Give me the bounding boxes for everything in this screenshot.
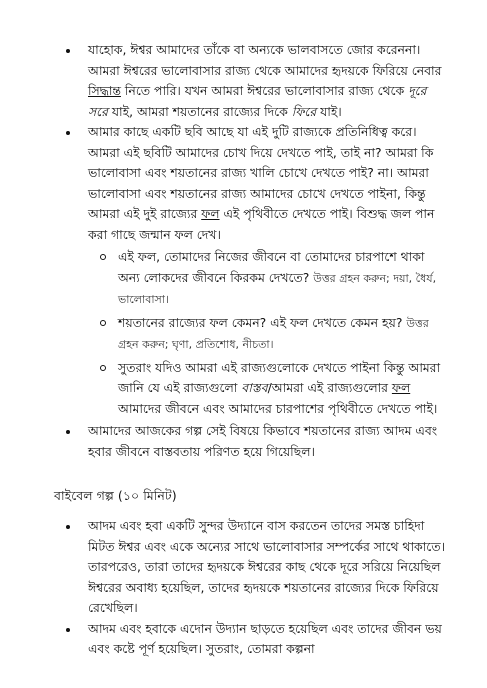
section-heading: বাইবেল গল্প (১০ মিনিট) xyxy=(54,488,177,503)
bullet-circle-icon xyxy=(100,254,106,260)
paragraph-text: আমাদের আজকের গল্প সেই বিষয়ে কিভাবে শয়তানের রাজ্য আদম এবং হবার জীবনে বাস্তবতায় পরিণত হয়ে গিয়েছিল। xyxy=(88,423,438,459)
italic-text: বাস্তব xyxy=(241,380,268,395)
answer-text: উত্তর গ্রহন করুন; ঘৃণা, প্রতিশোধ, নীচতা। xyxy=(118,316,429,351)
bullet-list-story xyxy=(58,516,447,660)
paragraph-text: আদম এবং হবা একটি সুন্দর উদ্যানে বাস করতেন তাদের সমস্ত চাহিদা মিটত ঈশ্বর এবং একে অন্যের সাথে ভালোবাসার সম্পর্কের সাথে থাকাতে। তারপরেও, তারা তাদের হৃদয়কে ঈশ্বরের কাছ থেকে দূরে সরিয়ে নিয়েছিল ঈশ্বরের অবাধ্য হয়েছিল, তাদের হৃদয়কে শয়তানের রাজ্যের দিকে ফিরিয়ে রেখেছিল। xyxy=(88,518,446,615)
list-item xyxy=(58,421,447,462)
paragraph-text: এই পৃথিবীতে দেখতে পাই। বিশুদ্ধ জল পান করা গাছে জন্মান ফল দেখ। xyxy=(88,206,435,242)
list-item xyxy=(58,516,447,619)
question-text: এই ফল, তোমাদের নিজের জীবনে বা তোমাদের চারপাশে থাকা অন্য লোকদের জীবনে কিরকম দেখতে? xyxy=(118,249,425,285)
underlined-text: সিদ্ধান্ত xyxy=(88,83,121,98)
list-item xyxy=(58,122,447,419)
answer-text: উত্তর গ্রহন করুন; দয়া, ধৈর্য, ভালোবাসা। xyxy=(118,271,437,306)
bullet-dot-icon xyxy=(66,525,70,529)
bullet-circle-icon xyxy=(100,365,106,371)
paragraph-text: /আমরা এই রাজ্যগুলোর xyxy=(267,380,392,395)
underlined-text: ফল xyxy=(391,380,411,395)
sub-list-item xyxy=(88,247,447,311)
paragraph-text: নিতে পারি। যখন আমরা ঈশ্বরের ভালোবাসার রাজ্য থেকে xyxy=(120,83,409,98)
paragraph-text: সুতরাং যদিও আমরা এই রাজ্যগুলোকে দেখতে পাইনা কিন্তু আমরা জানি যে এই রাজ্যগুলো xyxy=(118,359,441,395)
paragraph-text: আমার কাছে একটি ছবি আছে যা এই দুটি রাজ্যকে প্রতিনিধিত্ব করে। আমরা এই ছবিটি আমাদের চোখ দিয়ে দেখতে পাই, তাই না? আমরা কি ভালোবাসা এবং শয়তানের রাজ্য খালি চোখে দেখতে পাই? না। আমরা ভালোবাসা এবং শয়তানের রাজ্য আমাদের চোখে দেখতে পাইনা, কিন্তু আমরা এই দুই রাজ্যের xyxy=(88,124,434,221)
bullet-dot-icon xyxy=(66,131,70,135)
paragraph-text: যাই, আমরা শয়তানের রাজ্যের দিকে xyxy=(107,103,292,119)
list-item xyxy=(58,619,447,660)
paragraph-text: আমাদের জীবনে এবং আমাদের চারপাশের পৃথিবীতে দেখতে পাই। xyxy=(118,400,438,416)
underlined-text: ফল xyxy=(201,206,220,221)
paragraph-text: যাই। xyxy=(316,103,342,119)
sub-list xyxy=(88,247,447,419)
list-item xyxy=(58,40,447,122)
italic-text: দূরে সরে xyxy=(88,83,427,119)
sub-list-item xyxy=(88,358,447,420)
question-text: শয়তানের রাজ্যের ফল কেমন? এই ফল দেখতে কেমন হয়? xyxy=(118,314,407,330)
bullet-list-top xyxy=(58,40,447,462)
italic-text: ফিরে xyxy=(291,103,317,119)
bullet-dot-icon xyxy=(66,49,70,53)
bullet-dot-icon xyxy=(66,430,70,434)
paragraph-text: আদম এবং হবাকে এদোন উদ্যান ছাড়তে হয়েছিল এবং তাদের জীবন ভয় এবং কষ্টে পূর্ণ হয়েছিল। সুতরাং, তোমরা কল্পনা xyxy=(88,620,442,656)
bullet-dot-icon xyxy=(66,628,70,632)
bullet-circle-icon xyxy=(100,320,106,326)
paragraph-text: যাহোক, ঈশ্বর আমাদের তাঁকে বা অন্যকে ভালবাসতে জোর করেননা। আমরা ঈশ্বরের ভালোবাসার রাজ্য থেকে আমাদের হৃদয়কে ফিরিয়ে নেবার xyxy=(88,42,442,78)
sub-list-item xyxy=(88,313,447,356)
